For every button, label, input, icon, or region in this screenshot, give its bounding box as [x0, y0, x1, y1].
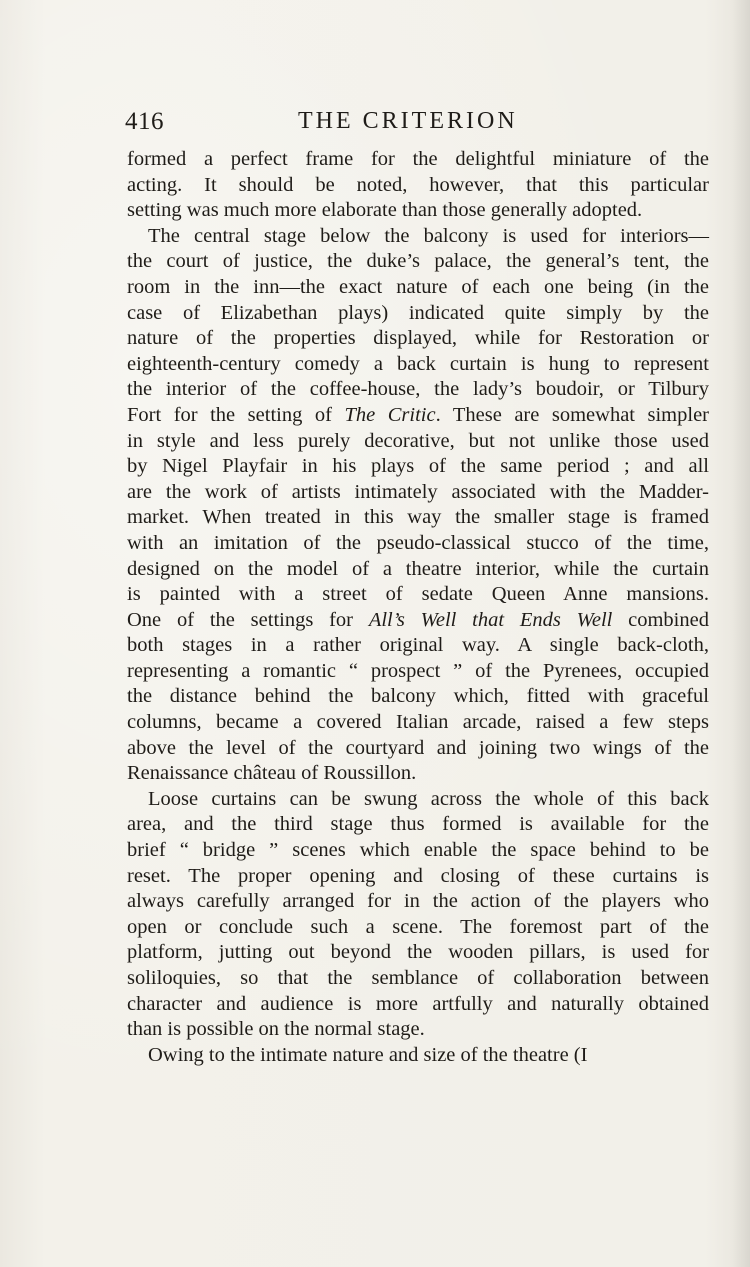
paragraph: [127, 224, 709, 787]
paragraph: [127, 147, 709, 224]
text-line: brief “ bridge ” scenes which enable the space behind to be: [127, 839, 709, 862]
page-number: 416: [125, 108, 164, 135]
text-line: with an imitation of the pseudo-classical stucco of the time,: [127, 531, 709, 554]
text-line: One of the settings for All’s Well that Ends Well combined: [127, 608, 709, 631]
text-line: the interior of the coffee-house, the lady’s boudoir, or Tilbury: [127, 378, 709, 401]
text-line: acting. It should be noted, however, that this particular: [127, 173, 709, 196]
text-line: character and audience is more artfully and naturally obtained: [127, 992, 709, 1015]
text-line: always carefully arranged for in the action of the players who: [127, 890, 709, 913]
text-line: soliloquies, so that the semblance of collaboration between: [127, 967, 709, 989]
text-line: representing a romantic “ prospect ” of the Pyrenees, occupied: [127, 659, 709, 682]
text-line: nature of the properties displayed, while for Restoration or: [127, 327, 709, 350]
text-line: market. When treated in this way the smaller stage is framed: [127, 506, 709, 529]
text-line: designed on the model of a theatre interior, while the curtain: [127, 557, 709, 580]
text-line: reset. The proper opening and closing of these curtains is: [127, 864, 709, 887]
text-line: open or conclude such a scene. The foremost part of the: [127, 915, 709, 938]
text-line: formed a perfect frame for the delightful miniature of the: [127, 148, 709, 170]
text-line: both stages in a rather original way. A single back-cloth,: [127, 634, 709, 657]
text-line: Renaissance château of Roussillon.: [127, 762, 417, 785]
text-line: platform, jutting out beyond the wooden pillars, is used for: [127, 941, 709, 964]
text-line: than is possible on the normal stage.: [127, 1018, 425, 1041]
text-line: are the work of artists intimately associated with the Madder-: [127, 480, 709, 503]
text-line: by Nigel Playfair in his plays of the same period ; and all: [127, 455, 709, 478]
paragraph: [127, 1043, 709, 1069]
text-line: Owing to the intimate nature and size of the theatre (I: [148, 1043, 588, 1066]
text-line: Loose curtains can be swung across the whole of this back: [148, 787, 709, 810]
paragraph: [127, 787, 709, 1043]
text-line: the court of justice, the duke’s palace, the general’s tent, the: [127, 250, 709, 273]
body-text: [127, 147, 709, 1068]
text-line: is painted with a street of sedate Queen Anne mansions.: [127, 583, 709, 606]
text-line: columns, became a covered Italian arcade, raised a few steps: [127, 711, 709, 734]
text-line: above the level of the courtyard and joining two wings of the: [127, 736, 709, 759]
italic-title: The Critic: [344, 403, 436, 426]
text-line: case of Elizabethan plays) indicated quite simply by the: [127, 301, 709, 324]
text-line: in style and less purely decorative, but not unlike those used: [127, 429, 709, 452]
text-line: Fort for the setting of The Critic. These are somewhat simpler: [127, 403, 709, 426]
page-edge-shadow: [732, 0, 750, 1267]
running-title: THE CRITERION: [298, 108, 518, 134]
italic-title: All’s Well that Ends Well: [368, 608, 613, 631]
text-line: the distance behind the balcony which, fitted with graceful: [127, 685, 709, 708]
text-line: room in the inn—the exact nature of each one being (in the: [127, 275, 709, 298]
text-line: area, and the third stage thus formed is available for the: [127, 813, 709, 836]
text-line: eighteenth-century comedy a back curtain is hung to represent: [127, 352, 709, 375]
text-line: The central stage below the balcony is used for interiors—: [148, 224, 709, 247]
page-header: [125, 108, 710, 142]
text-line: setting was much more elaborate than those generally adopted.: [127, 199, 643, 222]
